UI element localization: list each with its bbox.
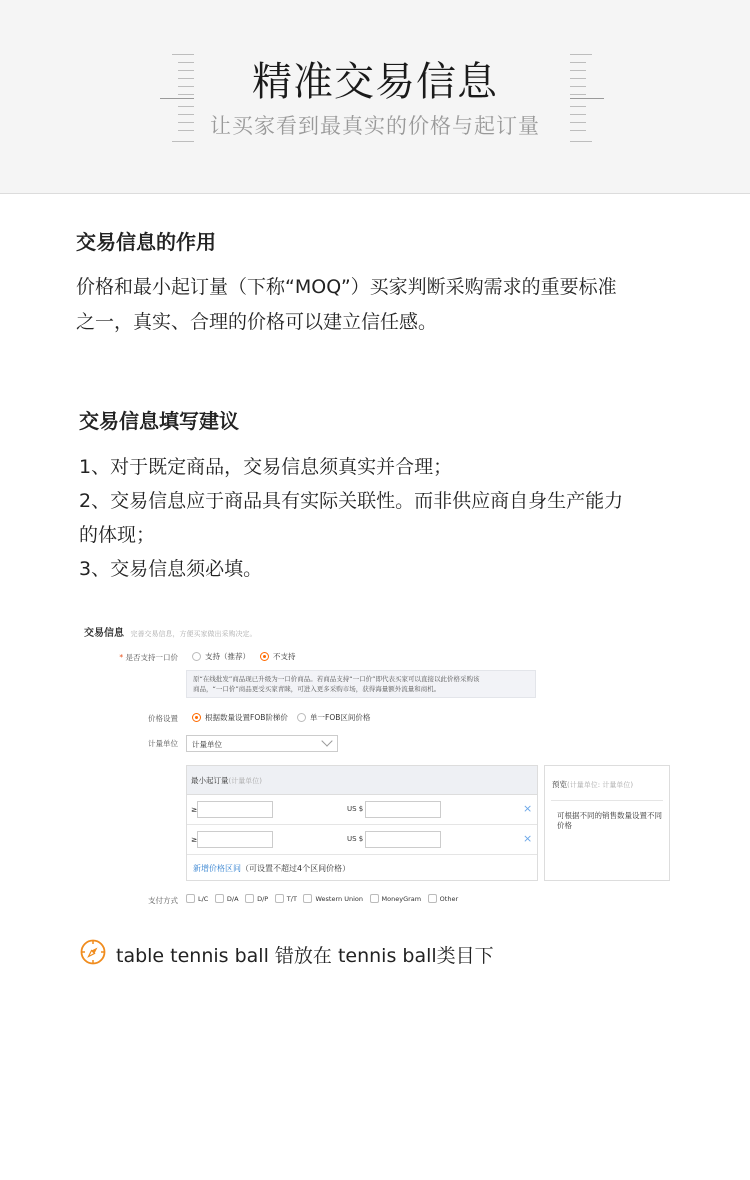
preview-header xyxy=(552,779,633,790)
notice-line-1: 原“在线批发”商品现已升级为一口价商品。若商品支持“一口价”即代表买家可以直接以此价格采购该 xyxy=(193,675,480,683)
ge-symbol: ≥ xyxy=(191,835,198,844)
page-header xyxy=(0,0,750,194)
preview-title: 预览 xyxy=(552,780,567,789)
preview-divider xyxy=(551,800,663,801)
payment-option-da: D/A xyxy=(226,894,239,903)
payment-option-moneygram: MoneyGram xyxy=(381,894,422,903)
checkbox-da[interactable] xyxy=(215,894,224,903)
form-header xyxy=(84,624,257,639)
currency-label: US $ xyxy=(347,805,364,813)
price-single-radio[interactable] xyxy=(297,712,370,723)
one-price-notice xyxy=(186,670,536,698)
add-price-range xyxy=(193,863,350,874)
radio-selected-icon xyxy=(192,713,201,722)
price-range-row xyxy=(187,826,537,855)
price-setting-label: 价格设置 xyxy=(148,714,178,723)
moq-table xyxy=(186,765,538,881)
suggestion-line-4: 3、交易信息须必填。 xyxy=(79,558,263,580)
remove-row-icon[interactable]: × xyxy=(523,802,533,815)
add-price-range-link[interactable]: 新增价格区间 xyxy=(193,864,241,873)
checkbox-other[interactable] xyxy=(428,894,437,903)
payment-option-tt: T/T xyxy=(286,894,297,903)
checkbox-western-union[interactable] xyxy=(303,894,312,903)
remove-row-icon[interactable]: × xyxy=(523,832,533,845)
moq-price-input[interactable] xyxy=(365,831,441,848)
section-title-suggestions: 交易信息填写建议 xyxy=(79,409,239,433)
page-title: 精准交易信息 xyxy=(252,59,498,105)
currency-label: US $ xyxy=(347,835,364,843)
form-title-hint: 完善交易信息，方便买家做出采购决定。 xyxy=(130,630,257,638)
payment-option-lc: L/C xyxy=(198,894,209,903)
purpose-line-2: 之一，真实、合理的价格可以建立信任感。 xyxy=(76,311,438,333)
suggestion-line-3: 的体现； xyxy=(79,524,156,546)
payment-option-dp: D/P xyxy=(257,894,269,903)
unit-select[interactable] xyxy=(186,735,338,752)
compass-icon xyxy=(80,939,106,965)
option-ladder-label: 根据数量设置FOB阶梯价 xyxy=(205,713,288,722)
preview-body: 可根据不同的销售数量设置不同价格 xyxy=(557,811,662,830)
payment-option-western-union: Western Union xyxy=(315,894,363,903)
one-price-label: 是否支持一口价 xyxy=(125,653,178,662)
moq-header-hint: (计量单位) xyxy=(228,777,262,785)
one-price-not-support-radio[interactable] xyxy=(260,651,296,662)
moq-table-header xyxy=(187,766,537,795)
page-subtitle: 让买家看到最真实的价格与起订量 xyxy=(210,114,540,138)
radio-icon xyxy=(297,713,306,722)
purpose-line-1: 价格和最小起订量（下称“MOQ”）买家判断采购需求的重要标准 xyxy=(76,276,617,298)
one-price-support-radio[interactable] xyxy=(192,651,250,662)
unit-select-value: 计量单位 xyxy=(192,740,222,749)
payment-options xyxy=(184,894,460,903)
suggestion-line-2: 2、交易信息应于商品具有实际关联性。而非供应商自身生产能力 xyxy=(79,490,624,512)
radio-selected-icon xyxy=(260,652,269,661)
required-mark: * xyxy=(119,653,124,662)
price-range-row xyxy=(187,796,537,825)
unit-label: 计量单位 xyxy=(148,739,178,748)
payment-option-other: Other xyxy=(439,894,459,903)
example-text: table tennis ball 错放在 tennis ball类目下 xyxy=(116,945,494,967)
price-ladder-radio[interactable] xyxy=(192,712,288,723)
moq-price-input[interactable] xyxy=(365,801,441,818)
payment-label: 支付方式 xyxy=(148,896,178,905)
option-single-label: 单一FOB区间价格 xyxy=(310,713,371,722)
checkbox-tt[interactable] xyxy=(275,894,284,903)
preview-hint: (计量单位: 计量单位) xyxy=(567,781,634,789)
checkbox-lc[interactable] xyxy=(186,894,195,903)
one-price-label-row xyxy=(78,652,178,663)
checkbox-dp[interactable] xyxy=(245,894,254,903)
option-not-support-label: 不支持 xyxy=(273,652,296,661)
ge-symbol: ≥ xyxy=(191,805,198,814)
trade-info-form xyxy=(78,620,678,920)
chevron-down-icon xyxy=(321,735,332,746)
notice-line-2: 商品，“一口价”商品更受买家青睐，可进入更多采购市场，获得海量额外流量和商机。 xyxy=(193,685,441,693)
moq-quantity-input[interactable] xyxy=(197,831,273,848)
suggestion-line-1: 1、对于既定商品，交易信息须真实并合理； xyxy=(79,456,453,478)
price-preview-panel xyxy=(544,765,670,881)
add-price-range-hint: （可设置不超过4个区间价格） xyxy=(241,864,351,873)
moq-quantity-input[interactable] xyxy=(197,801,273,818)
radio-icon xyxy=(192,652,201,661)
moq-header-label: 最小起订量 xyxy=(191,776,229,785)
checkbox-moneygram[interactable] xyxy=(370,894,379,903)
form-title: 交易信息 xyxy=(84,628,124,639)
section-title-purpose: 交易信息的作用 xyxy=(76,230,216,254)
option-support-label: 支持（推荐） xyxy=(205,652,250,661)
